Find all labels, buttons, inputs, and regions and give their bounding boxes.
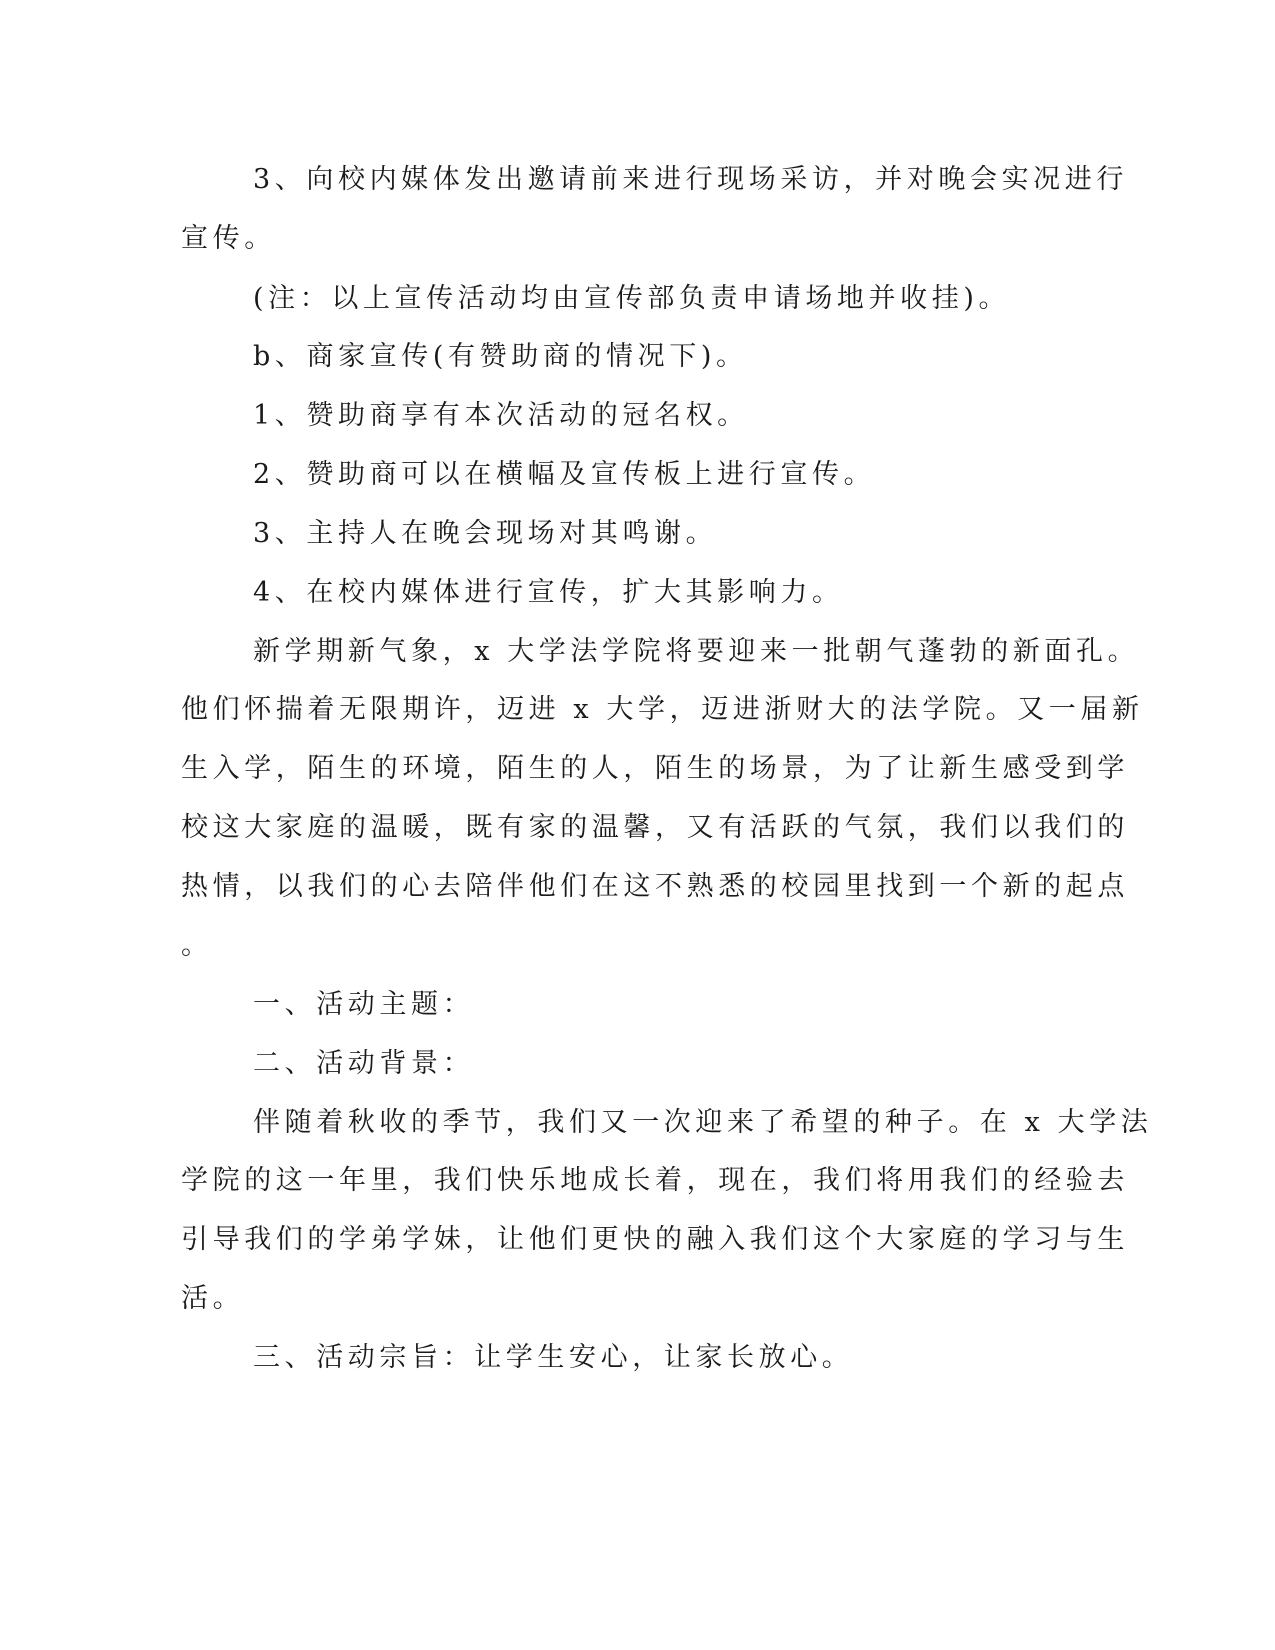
text-line: 他们怀揣着无限期许，迈进 x 大学，迈进浙财大的法学院。又一届新 <box>181 694 1144 725</box>
text-line: 新学期新气象，x 大学法学院将要迎来一批朝气蓬勃的新面孔。 <box>253 636 1140 667</box>
text-line: 3、主持人在晚会现场对其鸣谢。 <box>253 518 718 549</box>
section-heading: 二、活动背景： <box>253 1048 475 1079</box>
text-line: 1、赞助商享有本次活动的冠名权。 <box>253 400 749 431</box>
text-line: 活。 <box>181 1283 245 1314</box>
section-heading: 三、活动宗旨：让学生安心，让家长放心。 <box>253 1342 854 1373</box>
text-line: 3、向校内媒体发出邀请前来进行现场采访，并对晚会实况进行 <box>253 164 1128 195</box>
text-line: 生入学，陌生的环境，陌生的人，陌生的场景，为了让新生感受到学 <box>181 753 1129 784</box>
text-line: 伴随着秋收的季节，我们又一次迎来了希望的种子。在 x 大学法 <box>253 1107 1153 1138</box>
text-line: b、商家宣传(有赞助商的情况下)。 <box>253 341 748 372</box>
text-line: 学院的这一年里，我们快乐地成长着，现在，我们将用我们的经验去 <box>181 1165 1129 1196</box>
text-line: 2、赞助商可以在横幅及宣传板上进行宣传。 <box>253 459 876 490</box>
text-line: (注：以上宣传活动均由宣传部负责申请场地并收挂)。 <box>253 283 1011 314</box>
text-line: 宣传。 <box>181 223 276 254</box>
section-heading: 一、活动主题： <box>253 989 475 1020</box>
text-line: 。 <box>181 930 213 961</box>
text-line: 引导我们的学弟学妹，让他们更快的融入我们这个大家庭的学习与生 <box>181 1224 1129 1255</box>
text-line: 4、在校内媒体进行宣传，扩大其影响力。 <box>253 577 844 608</box>
text-line: 校这大家庭的温暖，既有家的温馨，又有活跃的气氛，我们以我们的 <box>181 812 1129 843</box>
text-line: 热情，以我们的心去陪伴他们在这不熟悉的校园里找到一个新的起点 <box>181 871 1129 902</box>
